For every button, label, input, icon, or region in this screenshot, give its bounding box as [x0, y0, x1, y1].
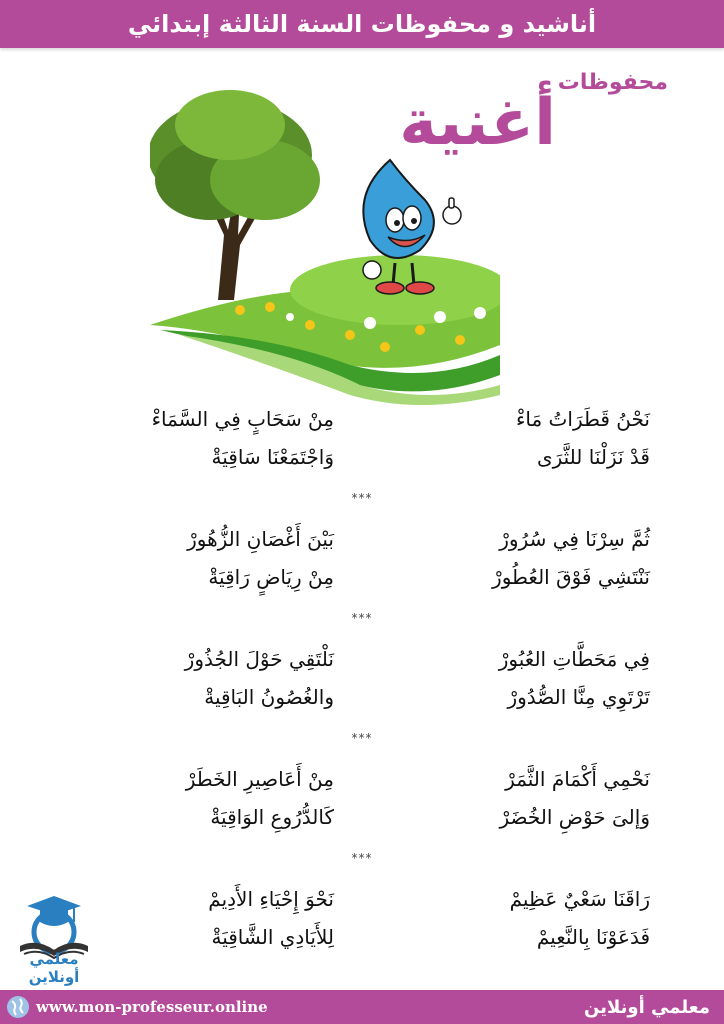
verse-second-hemistich: مِنْ أَعَاصِيرِ الخَطَرْ	[185, 767, 334, 791]
footer-bar	[0, 990, 724, 1024]
stanza	[0, 400, 724, 476]
stanza-separator: ***	[351, 611, 373, 625]
verse-second-hemistich: كَالدُّرُوعِ الوَاقِيَةْ	[210, 805, 334, 829]
website-link[interactable]: www.mon-professeur.online	[36, 998, 268, 1016]
illustration	[150, 85, 500, 405]
verse-second-hemistich: نَحْوَ إِحْيَاءِ الأَدِيمْ	[208, 887, 334, 911]
verse-second-hemistich: وَاجْتَمَعْنَا سَاقِيَةْ	[211, 445, 334, 469]
page-header-title: أناشيد و محفوظات السنة الثالثة إبتدائي	[127, 10, 597, 38]
verse-first-hemistich: فِي مَحَطَّاتِ العُبُورْ	[498, 647, 650, 671]
poem-verse	[0, 640, 724, 678]
stanza-separator: ***	[351, 851, 373, 865]
footer-brand: معلمي أونلاين	[584, 996, 710, 1018]
verse-first-hemistich: وَإلىَ حَوْضِ الخُضَرْ	[499, 805, 650, 829]
stanza	[0, 520, 724, 596]
verse-first-hemistich: قَدْ نَزَلْنَا للثَّرَى	[536, 445, 650, 469]
footer-url-group[interactable]	[6, 995, 268, 1019]
verse-first-hemistich: تَرْتَوِي مِنَّا الصُّدُورْ	[507, 685, 650, 709]
grass-hill-icon	[150, 255, 500, 405]
globe-icon	[6, 995, 30, 1019]
verse-second-hemistich: لِلأَيَادِي الشَّاقِيَةْ	[211, 925, 334, 949]
poem-verse	[0, 400, 724, 438]
verse-first-hemistich: ثُمَّ سِرْنَا فِي سُرُورْ	[499, 527, 650, 551]
verse-second-hemistich: نَلْتَقِي حَوْلَ الجُذُورْ	[184, 647, 334, 671]
poem-verse	[0, 880, 724, 918]
poem-verse	[0, 520, 724, 558]
verse-second-hemistich: والغُصُونُ البَاقِيةْ	[204, 685, 334, 709]
poem-verse	[0, 760, 724, 798]
verse-first-hemistich: رَاقَنَا سَعْيٌ عَظِيمْ	[509, 887, 650, 911]
verse-first-hemistich: نَحْمِي أَكْمَامَ الثَّمَرْ	[505, 767, 650, 791]
stanza-separator: ***	[351, 731, 373, 745]
tree-icon	[150, 90, 320, 300]
stanza	[0, 640, 724, 716]
verse-second-hemistich: مِنْ رِيَاضٍ رَاقِيَةْ	[208, 565, 334, 589]
poem-title: أغنية	[399, 86, 556, 160]
logo-text: معلمي أونلاين	[28, 950, 80, 986]
stanza-separator: ***	[351, 491, 373, 505]
poem-verse	[0, 438, 724, 476]
verse-second-hemistich: بَيْنَ أَغْصَانِ الزُّهُورْ	[187, 527, 334, 551]
section-label: محفوظات	[557, 70, 668, 95]
poem-verse	[0, 798, 724, 836]
verse-second-hemistich: مِنْ سَحَابٍ فِي السَّمَاءْ	[151, 407, 334, 431]
stanza	[0, 880, 724, 956]
site-logo	[2, 888, 106, 988]
poem-verse	[0, 918, 724, 956]
stanza	[0, 760, 724, 836]
verse-first-hemistich: نَحْنُ قَطَرَاتُ مَاءْ	[515, 407, 650, 431]
verse-first-hemistich: فَدَعَوْنَا بِالنَّعِيمْ	[536, 925, 650, 949]
poem-verse	[0, 558, 724, 596]
verse-first-hemistich: نَنْتَشِي فَوْقَ العُطُورْ	[492, 565, 650, 589]
header-bar	[0, 0, 724, 48]
poem	[0, 400, 724, 956]
poem-verse	[0, 678, 724, 716]
